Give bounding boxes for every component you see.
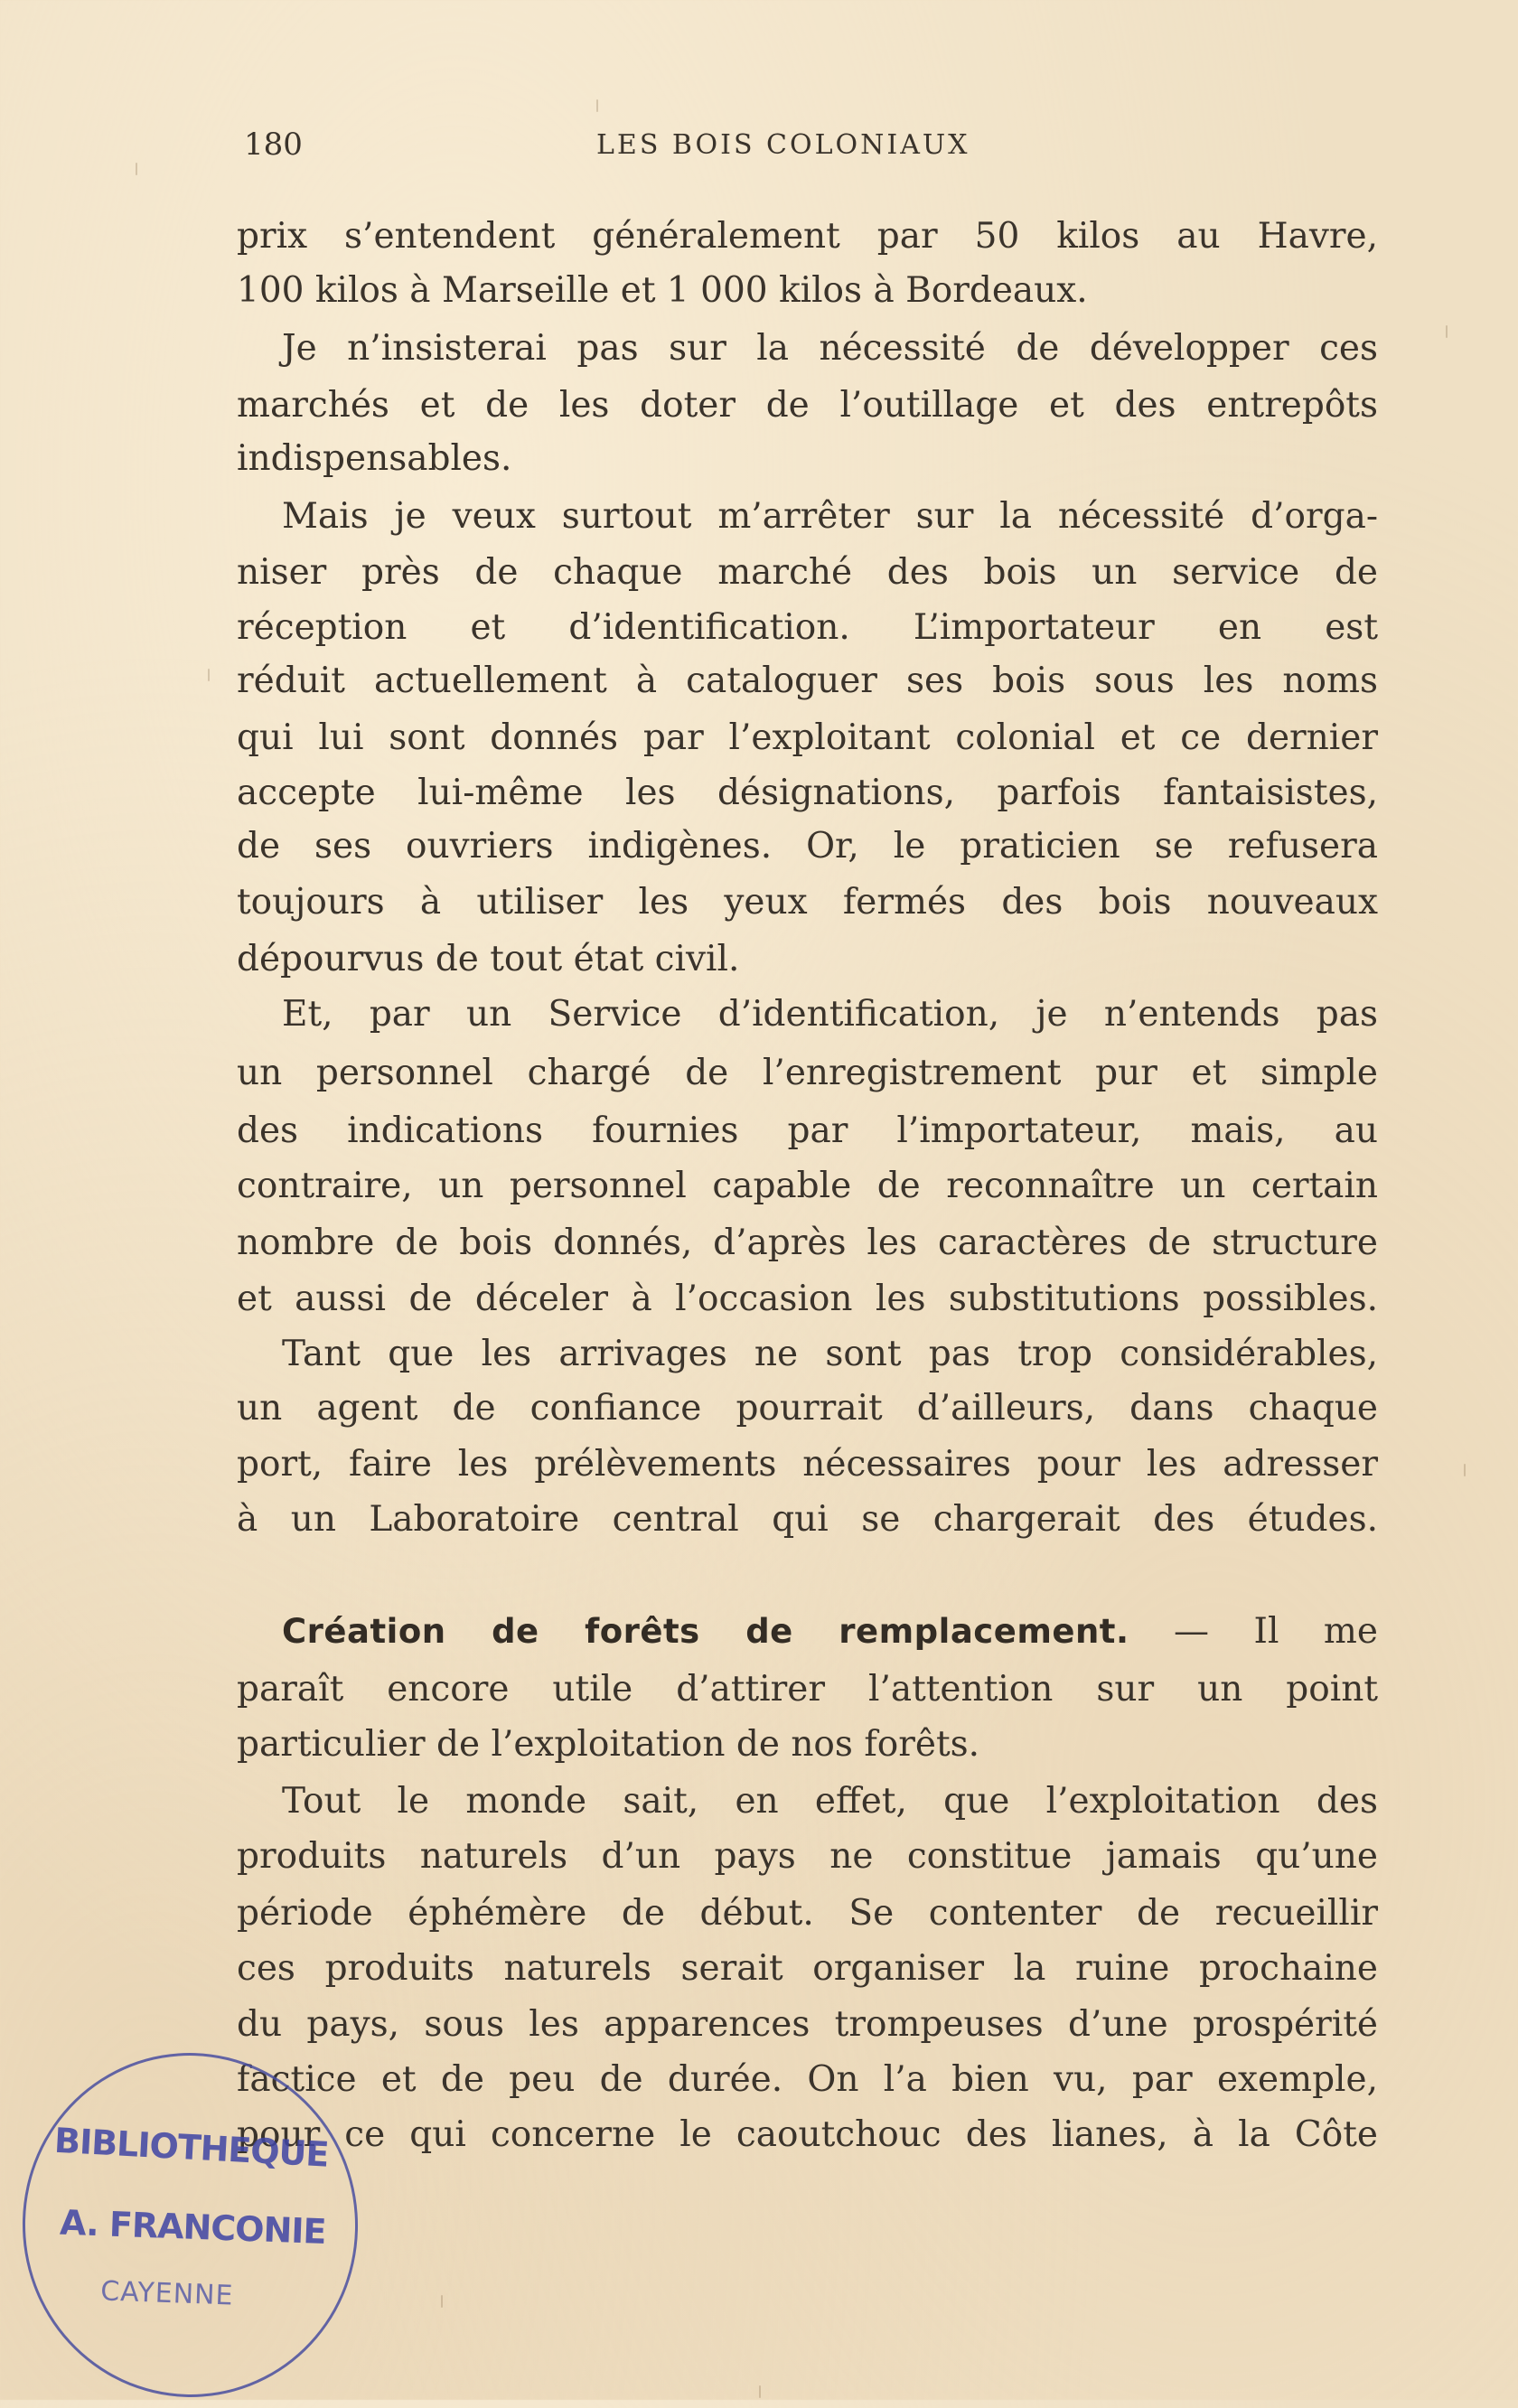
paper-speck <box>759 2385 761 2398</box>
page-number: 180 <box>244 126 303 163</box>
text-line: à un Laboratoire central qui se chargerait des études. <box>237 1499 1378 1540</box>
text-line: prix s’entendent généralement par 50 kilos au Havre, <box>237 216 1378 257</box>
text-line: de ses ouvriers indigènes. Or, le praticien se refusera <box>237 826 1378 867</box>
stamp-line-city: CAYENNE <box>99 2275 235 2312</box>
section-heading-tail: — Il me <box>1129 1611 1378 1652</box>
stamp-line-owner: A. FRANCONIE <box>59 2202 327 2252</box>
section-heading-line <box>282 1609 1378 1654</box>
paper-speck <box>136 163 137 175</box>
running-header <box>244 126 1382 172</box>
paper-speck <box>441 2295 443 2308</box>
text-line: marchés et de les doter de l’outillage et des entrepôts <box>237 385 1378 426</box>
text-line: 100 kilos à Marseille et 1 000 kilos à Bordeaux. <box>237 270 1088 311</box>
text-line: toujours à utiliser les yeux fermés des bois nouveaux <box>237 882 1378 923</box>
running-title: LES BOIS COLONIAUX <box>596 129 970 161</box>
paper-speck <box>1446 325 1448 338</box>
text-line: des indications fournies par l’importateur, mais, au <box>237 1110 1378 1151</box>
text-line: réception et d’identification. L’importateur en est <box>237 607 1378 648</box>
paper-speck <box>596 99 598 112</box>
text-line: produits naturels d’un pays ne constitue jamais qu’une <box>237 1836 1378 1877</box>
text-line: paraît encore utile d’attirer l’attention sur un point <box>237 1669 1378 1710</box>
text-line: particulier de l’exploitation de nos forêts. <box>237 1724 980 1765</box>
text-line: un personnel chargé de l’enregistrement pur et simple <box>237 1053 1378 1093</box>
text-line: du pays, sous les apparences trompeuses d’une prospérité <box>237 2004 1378 2045</box>
text-line: qui lui sont donnés par l’exploitant colonial et ce dernier <box>237 717 1378 758</box>
paper-speck <box>208 669 210 681</box>
paragraph-start-line: Tout le monde sait, en effet, que l’exploitation des <box>282 1781 1378 1822</box>
text-line: accepte lui-même les désignations, parfois fantaisistes, <box>237 773 1378 813</box>
paragraph-start-line: Et, par un Service d’identification, je n’entends pas <box>282 994 1378 1035</box>
stamp-line-library: BIBLIOTHEQUE <box>53 2120 330 2175</box>
paragraph-start-line: Je n’insisterai pas sur la nécessité de développer ces <box>282 328 1378 369</box>
text-line: ces produits naturels serait organiser la ruine prochaine <box>237 1948 1378 1989</box>
text-line: pour ce qui concerne le caoutchouc des lianes, à la Côte <box>237 2114 1378 2155</box>
paragraph-start-line: Mais je veux surtout m’arrêter sur la nécessité d’orga- <box>282 496 1378 537</box>
paper-speck <box>1464 1464 1466 1476</box>
text-line: indispensables. <box>237 438 512 479</box>
text-line: et aussi de déceler à l’occasion les substitutions possibles. <box>237 1279 1378 1319</box>
text-line: factice et de peu de durée. On l’a bien vu, par exemple, <box>237 2059 1378 2100</box>
paragraph-start-line: Tant que les arrivages ne sont pas trop considérables, <box>282 1334 1378 1374</box>
text-line: contraire, un personnel capable de reconnaître un certain <box>237 1166 1378 1206</box>
text-line: port, faire les prélèvements nécessaires pour les adresser <box>237 1444 1378 1485</box>
text-line: réduit actuellement à cataloguer ses bois sous les noms <box>237 661 1378 701</box>
text-line: un agent de confiance pourrait d’ailleurs, dans chaque <box>237 1388 1378 1429</box>
section-heading: Création de forêts de remplacement. <box>282 1612 1129 1651</box>
text-line: dépourvus de tout état civil. <box>237 939 740 979</box>
text-line: niser près de chaque marché des bois un service de <box>237 552 1378 593</box>
text-line: nombre de bois donnés, d’après les caractères de structure <box>237 1223 1378 1263</box>
text-line: période éphémère de début. Se contenter de recueillir <box>237 1893 1378 1934</box>
